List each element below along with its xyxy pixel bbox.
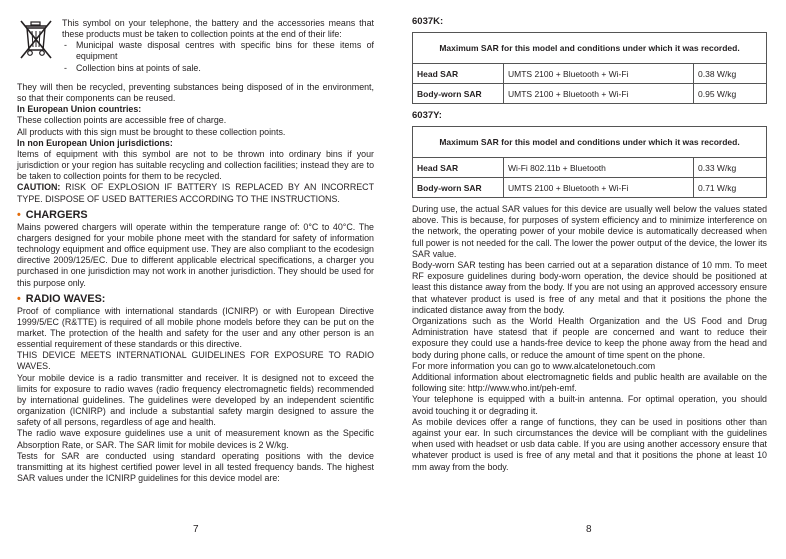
table-header: Maximum SAR for this model and conditions under which it was recorded.	[413, 127, 767, 158]
noneu-paragraph: Items of equipment with this symbol are not to be thrown into ordinary bins if your jurisdiction or your region has suitable recycling and collection facilities; instead they are to be taken to collection points for them to be recycled.	[17, 148, 374, 182]
table-cell: Wi-Fi 802.11b + Bluetooth	[504, 158, 694, 178]
recycle-paragraph: They will then be recycled, preventing substances being disposed of in the environment, so that their components can be reused.	[17, 82, 374, 104]
page-number-left: 7	[193, 524, 199, 535]
table-cell: 0.33 W/kg	[694, 158, 767, 178]
sar-paragraph: For more information you can go to www.alcatelonetouch.com	[412, 360, 656, 371]
chargers-heading	[17, 209, 374, 221]
caution-paragraph	[17, 182, 374, 204]
table-row	[413, 178, 767, 198]
table-cell: Head SAR	[413, 64, 504, 84]
bullet-dot-icon: •	[17, 292, 21, 305]
page-number-right: 8	[586, 524, 592, 535]
table-cell: Body-worn SAR	[413, 178, 504, 198]
table-cell: 0.38 W/kg	[694, 64, 767, 84]
model-heading: 6037Y:	[412, 110, 442, 121]
chargers-paragraph: Mains powered chargers will operate within the temperature range of: 0°C to 40°C. The chargers designed for your mobile phone meet with the standard for safety of information technology equipment and office equipment use. They are also compliant to the ecodesign directive 2009/125/EC. Due to different applicable electrical specifications, a charger you purchased in one jurisdiction may not work in another jurisdiction. They should be used for this purpose only.	[17, 221, 374, 288]
sar-paragraph: As mobile devices offer a range of functions, they can be used in positions other than against your ear. In such circumstances the device will be compliant with the guidelines when used with headset or usb data cable. If you are using another accessory ensure that whatever product is used is free of any metal and that it positions the phone at least 10 mm away from the body.	[412, 416, 767, 472]
chargers-title: CHARGERS	[25, 208, 88, 221]
sar-table	[412, 126, 767, 198]
table-cell: Head SAR	[413, 158, 504, 178]
crossed-out-wheelie-bin-icon	[19, 20, 53, 60]
sar-paragraph: Additional information about electromagnetic fields and public health are available on the following site: http://www.who.int/peh-emf.	[412, 372, 767, 394]
noneu-heading: In non European Union jurisdictions:	[17, 137, 173, 148]
table-cell: UMTS 2100 + Bluetooth + Wi-Fi	[504, 178, 694, 198]
eu-heading: In European Union countries:	[17, 104, 142, 115]
bullet-text: Municipal waste disposal centres with specific bins for these items of equipment	[76, 40, 374, 62]
eu-line: All products with this sign must be brought to these collection points.	[17, 126, 286, 137]
radio-paragraph: THIS DEVICE MEETS INTERNATIONAL GUIDELINES FOR EXPOSURE TO RADIO WAVES.	[17, 350, 374, 372]
left-page	[17, 0, 374, 484]
sar-paragraph: Organizations such as the World Health Organization and the US Food and Drug Administration have statesd that if people are concerned and want to reduce their exposure they could use a hands-free device to keep the phone away from the head and body during phone calls, or reduce the amount of time spent on the phone.	[412, 316, 767, 360]
caution-label: CAUTION:	[17, 182, 61, 193]
radio-paragraph: Your mobile device is a radio transmitter and receiver. It is designed not to exceed the limits for exposure to radio waves (radio frequency electromagnetic fields) recommended by international guidelines. The guidelines were developed by an independent scientific organization (ICNIRP) and include a substantial safety margin designed to assure the safety of all persons, regardless of age and health.	[17, 372, 374, 428]
weee-intro	[17, 0, 374, 82]
weee-intro-text	[62, 18, 374, 74]
radio-paragraph: Proof of compliance with international standards (ICNIRP) or with European Directive 1999/5/EC (R&TTE) is required of all mobile phone models before they can be put on the market. The protection of the health and safety for the user and any other person is an essential requirement of these standards or this directive.	[17, 305, 374, 350]
table-row	[413, 84, 767, 104]
sar-paragraph: Your telephone is equipped with a built-in antenna. For optimal operation, you should avoid touching it or degrading it.	[412, 394, 767, 416]
radio-paragraph: Tests for SAR are conducted using standard operating positions with the device transmitting at its highest certified power level in all tested frequency bands. The highest SAR values under the ICNIRP guidelines for this device model are:	[17, 450, 374, 483]
bullet-text: Collection bins at points of sale.	[76, 62, 201, 73]
table-cell: 0.71 W/kg	[694, 178, 767, 198]
table-cell: UMTS 2100 + Bluetooth + Wi-Fi	[504, 84, 694, 104]
table-row	[413, 158, 767, 178]
bullet-item: - Municipal waste disposal centres with specific bins for these items of equipment	[64, 40, 374, 62]
model-heading: 6037K:	[412, 16, 444, 27]
weee-intro-line: This symbol on your telephone, the battery and the accessories means that these products must be taken to collection points at the end of their life:	[62, 18, 374, 40]
radio-title: RADIO WAVES:	[25, 292, 106, 305]
caution-text: RISK OF EXPLOSION IF BATTERY IS REPLACED BY AN INCORRECT TYPE. DISPOSE OF USED BATTERIES ACCORDING TO THE INSTRUCTIONS.	[17, 182, 374, 204]
sar-table	[412, 32, 767, 104]
sar-paragraph: During use, the actual SAR values for this device are usually well below the values stated above. This is because, for purposes of system efficiency and to minimize interference on the network, the operating power of your mobile device is automatically decreased when full power is not needed for the call. The lower the power output of the device, the lower its SAR value.	[412, 204, 767, 259]
bullet-dot-icon: •	[17, 208, 21, 221]
eu-line: These collection points are accessible free of charge.	[17, 115, 227, 126]
sar-paragraph: Body-worn SAR testing has been carried out at a separation distance of 10 mm. To meet RF exposure guidelines during body-worn operation, the device should be positioned at least this distance away from the body. If you are not using an approved accessory ensure that whatever product is used is free of any metal and that it positions the phone the indicated distance away from the body.	[412, 260, 767, 315]
table-cell: Body-worn SAR	[413, 84, 504, 104]
table-cell: UMTS 2100 + Bluetooth + Wi-Fi	[504, 64, 694, 84]
radio-paragraph: The radio wave exposure guidelines use a unit of measurement known as the Specific Absorption Rate, or SAR. The SAR limit for mobile devices is 2 W/kg.	[17, 428, 374, 450]
table-row	[413, 64, 767, 84]
table-header: Maximum SAR for this model and conditions under which it was recorded.	[413, 33, 767, 64]
table-cell: 0.95 W/kg	[694, 84, 767, 104]
bullet-item: - Collection bins at points of sale.	[62, 63, 374, 74]
right-page	[412, 0, 767, 473]
radio-heading	[17, 293, 374, 305]
